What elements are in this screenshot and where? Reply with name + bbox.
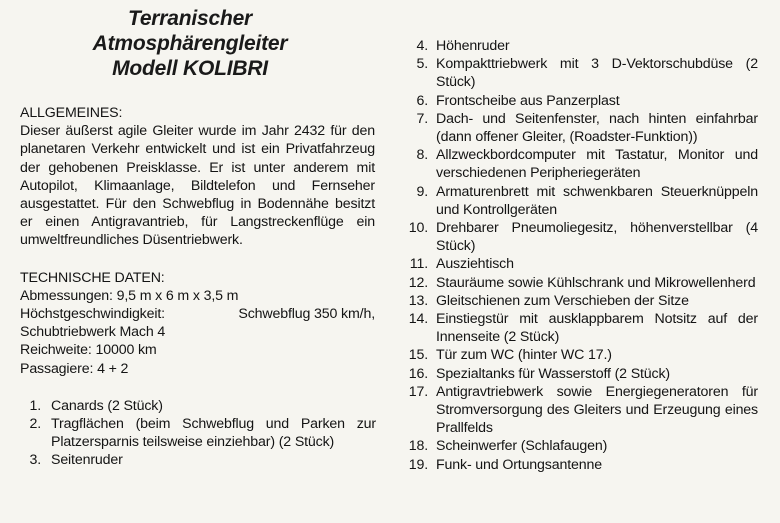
part-description: Seitenruder [51,452,123,469]
part-item [398,92,758,110]
part-number: 14. [408,311,428,328]
part-description: Spezialtanks für Wasserstoff (2 Stück) [436,365,670,382]
part-item [398,55,758,91]
part-item [398,365,758,383]
part-item [398,437,758,455]
general-text: Dieser äußerst agile Gleiter wurde im Jahr 2432 für den planetaren Verkehr entwickelt und ist ein Privatfahrzeug der gehobenen Preisklasse. Er ist unter anderem mit Autopilot, Klimaanlage, Bildtelefon und Fernseher ausgestattet. Für den Schwebflug in Bodennähe besitzt er einen Antigravantrieb, für Langstreckenflüge ein umweltfreundliches Düsentriebwerk. [20,123,375,249]
spec-passengers: Passagiere: 4 + 2 [20,360,129,377]
part-number: 12. [408,274,428,291]
part-item [398,346,758,364]
document-title [40,6,340,81]
part-item [26,415,376,451]
part-description: Kompakttriebwerk mit 3 D-Vektorschubdüse (2 Stück) [436,56,758,91]
part-item [398,255,758,273]
spec-speed-value: Schwebflug 350 km/h, [238,306,375,323]
part-number: 13. [408,292,428,309]
part-number: 10. [408,220,428,237]
spec-speed-continued: Schubtriebwerk Mach 4 [20,324,166,341]
general-section [20,104,375,250]
part-item [398,110,758,146]
part-description: Gleitschienen zum Verschieben der Sitze [436,292,689,309]
part-description: Dach- und Seitenfenster, nach hinten einfahrbar (dann offener Gleiter, (Roadster-Funktion)) [436,110,758,146]
part-item [398,310,758,346]
part-number: 6. [416,92,428,109]
part-description: Frontscheibe aus Panzerplast [436,92,620,109]
part-number: 15. [408,347,428,364]
title-line-2: Atmosphärengleiter [92,32,288,55]
part-description: Allzweckbordcomputer mit Tastatur, Monitor und verschiedenen Peripheriegeräten [436,147,758,182]
spec-speed [20,305,375,323]
part-number: 19. [408,456,428,473]
part-description: Höhenruder [436,38,510,54]
part-item [26,451,376,469]
part-description: Funk- und Ortungsantenne [436,456,602,473]
part-number: 18. [408,438,428,455]
title-line-3: Modell KOLIBRI [112,57,268,80]
part-description: Ausziehtisch [436,256,514,273]
part-item [398,219,758,255]
part-item [398,456,758,474]
part-description: Tür zum WC (hinter WC 17.) [436,347,612,364]
part-number: 9. [416,183,428,200]
part-item [398,183,758,219]
part-description: Einstiegstür mit ausklappbarem Notsitz auf der Innenseite (2 Stück) [436,311,758,346]
part-number: 2. [29,416,41,433]
part-number: 7. [416,110,428,127]
part-number: 17. [408,383,428,400]
part-item [26,397,376,415]
part-description: Drehbarer Pneumoliegesitz, höhenverstellbar (4 Stück) [436,220,758,255]
parts-list-right [398,37,758,474]
part-number: 3. [29,452,41,469]
technical-heading: TECHNISCHE DATEN: [20,269,165,286]
left-column [20,6,375,470]
part-number: 5. [416,56,428,73]
part-number: 1. [29,397,41,414]
part-description: Canards (2 Stück) [51,397,163,414]
part-description: Stauräume sowie Kühlschrank und Mikrowellenherd [436,274,756,291]
part-item [398,37,758,55]
right-column [398,37,758,474]
technical-section [20,269,375,378]
part-number: 4. [416,38,428,54]
part-item [398,383,758,438]
part-item [398,292,758,310]
title-line-1: Terranischer [127,7,253,30]
part-description: Scheinwerfer (Schlafaugen) [436,438,608,455]
spec-dimensions: Abmessungen: 9,5 m x 6 m x 3,5 m [20,287,239,304]
part-number: 8. [416,147,428,164]
spec-range: Reichweite: 10000 km [20,342,157,359]
part-number: 11. [409,256,428,273]
spec-speed-label: Höchstgeschwindigkeit: [20,306,165,323]
parts-list-left [26,397,376,470]
part-item [398,274,758,292]
part-description: Armaturenbrett mit schwenkbaren Steuerknüppeln und Kontrollgeräten [436,183,758,218]
part-description: Antigravtriebwerk sowie Energiegeneratoren für Stromversorgung des Gleiters und Erzeugung eines Prallfelds [436,383,758,437]
part-item [398,146,758,182]
part-description: Tragflächen (beim Schwebflug und Parken zur Platzersparnis teilsweise einziehbar) (2 Stück) [51,416,376,451]
general-heading: ALLGEMEINES: [20,105,123,121]
part-number: 16. [408,365,428,382]
